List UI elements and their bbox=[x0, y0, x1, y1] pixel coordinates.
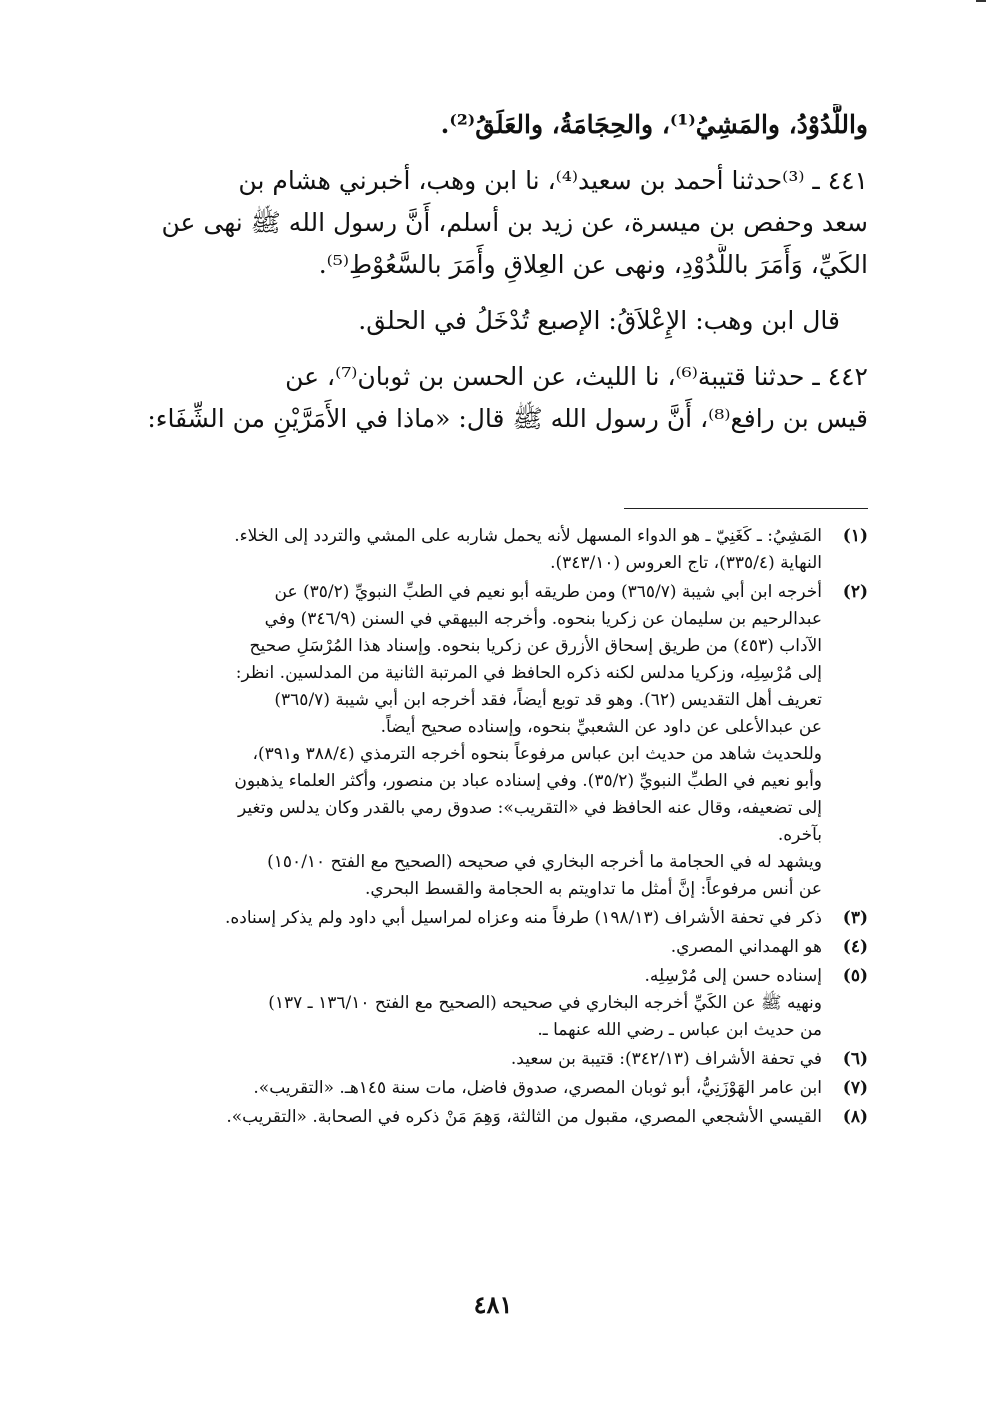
page-number: ٤٨١ bbox=[473, 1290, 513, 1319]
footnote-line: بآخره. bbox=[777, 825, 822, 845]
paragraph-441 bbox=[118, 160, 868, 286]
ibn-wahb-comment-line: قال ابن وهب: الإِعْلاَقُ: الإصبع تُدْخَلُ في الحلق. bbox=[358, 306, 840, 335]
footnote-3 bbox=[118, 905, 868, 932]
footnote-line: المَشِيُ: ـ كَغَنِيّ ـ هو الدواء المسهل لأنه يحمل شاربه على المشي والتردد إلى الخلاء. bbox=[234, 526, 822, 546]
footnote-6 bbox=[118, 1046, 868, 1073]
footnote-line: من حديث ابن عباس ـ رضي الله عنهما ـ. bbox=[537, 1020, 822, 1040]
paragraph-442-line: ٤٤٢ ـ حدثنا قتيبة⁽⁶⁾، نا الليث، عن الحسن بن ثوبان⁽⁷⁾، عن bbox=[285, 362, 868, 391]
footnote-line: عن أنس مرفوعاً: إنَّ أمثل ما تداويتم به الحجامة والقسط البحري. bbox=[365, 879, 822, 899]
footnote-line: إسناده حسن إلى مُرْسِلِه. bbox=[644, 966, 822, 986]
ibn-wahb-comment bbox=[118, 300, 868, 342]
footnote-line: ابن عامر الهَوْزَنِيُّ، أبو ثوبان المصري، صدوق فاضل، مات سنة ١٤٥هـ. «التقريب». bbox=[253, 1078, 822, 1098]
footnote-line: أخرجه ابن أبي شيبة (٣٦٥/٧) ومن طريقه أبو نعيم في الطبِّ النبويِّ (٣٥/٢) عن bbox=[274, 582, 822, 602]
footnote-line: النهاية (٣٣٥/٤)، تاج العروس (٣٤٣/١٠). bbox=[550, 553, 822, 573]
paragraph-441-line: سعد وحفص بن ميسرة، عن زيد بن أسلم، أَنَّ رسول الله ﷺ نهى عن bbox=[161, 208, 868, 237]
footnote-line: وللحديث شاهد من حديث ابن عباس مرفوعاً بنحوه أخرجه الترمذي (٣٨٨/٤ و٣٩١)، bbox=[252, 744, 822, 764]
footnote-number: (٢) bbox=[842, 582, 868, 602]
footnote-line: الآداب (٤٥٣) من طريق إسحاق الأزرق عن زكريا بنحوه. وإسناد هذا المُرْسَلِ صحيح bbox=[249, 636, 822, 656]
footnote-number: (٤) bbox=[842, 937, 868, 957]
footnote-line: إلى تضعيفه، وقال عنه الحافظ في «التقريب»: صدوق رمي بالقدر وكان يدلس وتغير bbox=[238, 798, 822, 818]
footnote-5 bbox=[118, 963, 868, 1044]
footnote-number: (١) bbox=[842, 526, 868, 546]
paragraph-441-line: الكَيِّ، وَأَمَرَ باللَّدُوْدِ، ونهى عن العِلاقِ وأَمَرَ بالسَّعُوْطِ⁽⁵⁾. bbox=[318, 250, 868, 279]
footnote-number: (٦) bbox=[842, 1049, 868, 1069]
footnote-number: (٣) bbox=[842, 908, 868, 928]
footnote-line: عن عبدالأعلى عن داود عن الشعبيِّ بنحوه، وإسناده صحيح أيضاً. bbox=[380, 717, 822, 737]
footnote-7 bbox=[118, 1075, 868, 1102]
footnote-line: وأبو نعيم في الطبِّ النبويِّ (٣٥/٢). وفي إسناده عباد بن منصور، وأكثر العلماء يذهبون bbox=[234, 771, 822, 791]
opening-line: واللَّدُوْدُ، والمَشِيُ⁽¹⁾، والحِجَامَةُ، والعَلَقُ⁽²⁾. bbox=[440, 110, 868, 139]
paragraph-442 bbox=[118, 356, 868, 440]
footnote-8 bbox=[118, 1104, 868, 1131]
footnote-line: في تحفة الأشراف (٣٤٢/١٣): قتيبة بن سعيد. bbox=[510, 1049, 822, 1069]
paragraph-442-line: قيس بن رافع⁽⁸⁾، أَنَّ رسول الله ﷺ قال: «ماذا في الأَمَرَّيْنِ من الشِّفَاء: bbox=[147, 404, 868, 433]
footnotes bbox=[118, 523, 868, 1131]
footnote-line: هو الهمداني المصري. bbox=[670, 937, 822, 957]
footnote-1 bbox=[118, 523, 868, 577]
footnote-separator bbox=[624, 508, 868, 509]
footnote-2 bbox=[118, 579, 868, 903]
paragraph-441-line: ٤٤١ ـ ⁽³⁾حدثنا أحمد بن سعيد⁽⁴⁾، نا ابن وهب، أخبرني هشام بن bbox=[238, 166, 868, 195]
main-text bbox=[118, 104, 868, 440]
footnote-4 bbox=[118, 934, 868, 961]
footnote-line: ذكر في تحفة الأشراف (١٩٨/١٣) طرفاً منه وعزاه لمراسيل أبي داود ولم يذكر إسناده. bbox=[224, 908, 822, 928]
corner-mark bbox=[976, 0, 986, 2]
footnote-number: (٥) bbox=[842, 966, 868, 986]
footnote-line: إلى مُرْسِلِه، وزكريا مدلس لكنه ذكره الحافظ في المرتبة الثانية من المدلسين. انظر: bbox=[235, 663, 822, 683]
footnote-line: ويشهد له في الحجامة ما أخرجه البخاري في صحيحه (الصحيح مع الفتح ١٥٠/١٠) bbox=[267, 852, 822, 872]
footnote-line: تعريف أهل التقديس (٦٢). وهو قد توبع أيضاً، فقد أخرجه ابن أبي شيبة (٣٦٥/٧) bbox=[274, 690, 822, 710]
footnote-line: القيسي الأشجعي المصري، مقبول من الثالثة، وَهِمَ مَنْ ذكره في الصحابة. «التقريب». bbox=[226, 1107, 822, 1127]
footnote-line: ونهيه ﷺ عن الكَيِّ أخرجه البخاري في صحيحه (الصحيح مع الفتح ١٣٦/١٠ ـ ١٣٧) bbox=[268, 993, 822, 1013]
footnote-number: (٧) bbox=[842, 1078, 868, 1098]
footnote-number: (٨) bbox=[842, 1107, 868, 1127]
footnote-line: عبدالرحيم بن سليمان عن زكريا بنحوه. وأخرجه البيهقي في السنن (٣٤٦/٩) وفي bbox=[264, 609, 822, 629]
